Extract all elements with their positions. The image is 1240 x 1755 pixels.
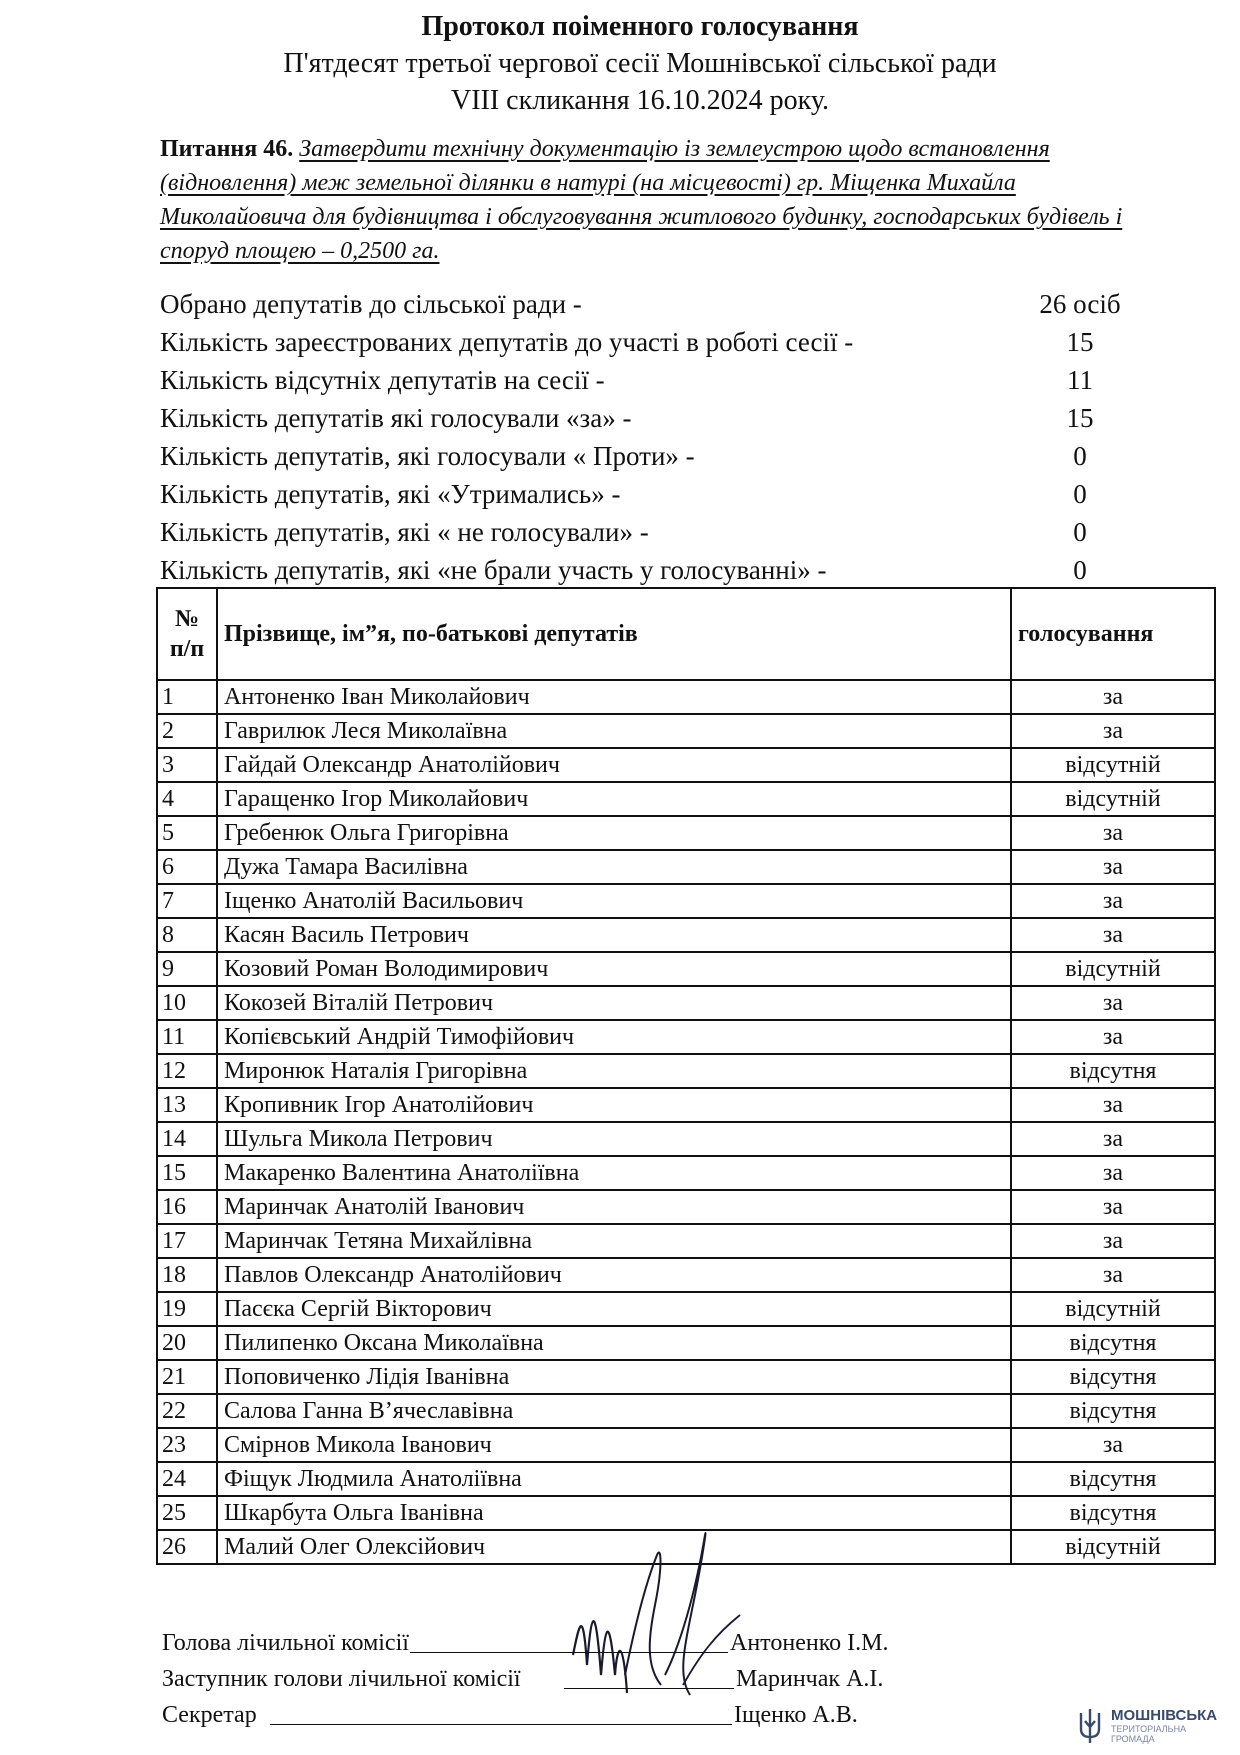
vote-result: за — [1011, 986, 1215, 1020]
deputy-name: Шкарбута Ольга Іванівна — [217, 1496, 1011, 1530]
row-number: 10 — [157, 986, 217, 1020]
table-row — [157, 850, 1215, 884]
row-number: 11 — [157, 1020, 217, 1054]
question-text: Затвердити технічну документацію із землеустрою щодо встановлення (відновлення) меж земельної ділянки в натурі (на місцевості) гр. Міщенка Михайла Миколайовича для будівництва і обслуговування житлового будинку, господарських будівель і споруд площею – 0,2500 га. — [160, 136, 1123, 264]
vote-result: за — [1011, 884, 1215, 918]
vote-result: за — [1011, 850, 1215, 884]
signature-line — [410, 1652, 728, 1653]
stat-label: Кількість зареєстрованих депутатів до участі в роботі сесії - — [160, 327, 854, 357]
table-row — [157, 986, 1215, 1020]
row-number: 13 — [157, 1088, 217, 1122]
table-row — [157, 782, 1215, 816]
table-row — [157, 680, 1215, 714]
table-row — [157, 1258, 1215, 1292]
stat-row — [160, 475, 1150, 513]
deputy-name: Гайдай Олександр Анатолійович — [217, 748, 1011, 782]
signature-name: Маринчак А.І. — [736, 1666, 884, 1692]
deputy-name: Іщенко Анатолій Васильович — [217, 884, 1011, 918]
deputy-name: Касян Василь Петрович — [217, 918, 1011, 952]
row-number: 4 — [157, 782, 217, 816]
stat-label: Кількість депутатів, які « не голосували» - — [160, 517, 649, 547]
deputy-name: Кокозей Віталій Петрович — [217, 986, 1011, 1020]
stat-row — [160, 513, 1150, 551]
row-number: 14 — [157, 1122, 217, 1156]
deputy-name: Гаращенко Ігор Миколайович — [217, 782, 1011, 816]
deputy-name: Павлов Олександр Анатолійович — [217, 1258, 1011, 1292]
signature-name: Антоненко І.М. — [730, 1630, 889, 1656]
row-number: 21 — [157, 1360, 217, 1394]
convocation-date: VIII скликання 16.10.2024 року. — [450, 85, 830, 116]
row-number: 25 — [157, 1496, 217, 1530]
stat-row — [160, 285, 1150, 323]
vote-result: відсутня — [1011, 1394, 1215, 1428]
deputy-name: Маринчак Тетяна Михайлівна — [217, 1224, 1011, 1258]
vote-result: відсутній — [1011, 1530, 1215, 1564]
stat-row — [160, 323, 1150, 361]
vote-result: відсутня — [1011, 1496, 1215, 1530]
row-number: 20 — [157, 1326, 217, 1360]
vote-result: відсутня — [1011, 1054, 1215, 1088]
signature-line — [564, 1688, 734, 1689]
column-header-name: Прізвище, ім”я, по-батькові депутатів — [217, 588, 1011, 680]
row-number: 16 — [157, 1190, 217, 1224]
signature-role: Голова лічильної комісії — [162, 1630, 409, 1656]
table-row — [157, 1020, 1215, 1054]
stat-value: 15 — [1066, 327, 1094, 357]
table-row — [157, 748, 1215, 782]
vote-result: відсутній — [1011, 782, 1215, 816]
vote-result: за — [1011, 714, 1215, 748]
table-row — [157, 884, 1215, 918]
vote-result: за — [1011, 1258, 1215, 1292]
row-number: 18 — [157, 1258, 217, 1292]
row-number: 26 — [157, 1530, 217, 1564]
stat-value: 0 — [1073, 479, 1087, 509]
deputy-name: Пилипенко Оксана Миколаївна — [217, 1326, 1011, 1360]
vote-result: відсутня — [1011, 1326, 1215, 1360]
stat-label: Кількість відсутніх депутатів на сесії - — [160, 365, 605, 395]
logo-title: МОШНІВСЬКА — [1111, 1707, 1218, 1724]
vote-result: за — [1011, 680, 1215, 714]
signature-row-chair — [162, 1625, 1062, 1661]
stat-value: 15 — [1066, 403, 1094, 433]
table-row — [157, 1394, 1215, 1428]
vote-result: за — [1011, 1428, 1215, 1462]
vote-result: за — [1011, 1224, 1215, 1258]
trident-emblem-icon — [1075, 1707, 1105, 1745]
signature-block — [162, 1625, 1062, 1733]
row-number: 17 — [157, 1224, 217, 1258]
table-row — [157, 1326, 1215, 1360]
stat-value: 0 — [1073, 517, 1087, 547]
stat-label: Кількість депутатів які голосували «за» - — [160, 403, 632, 433]
signature-row-deputy — [162, 1661, 1062, 1697]
table-row — [157, 714, 1215, 748]
stat-label: Кількість депутатів, які голосували « Проти» - — [160, 441, 695, 471]
community-logo — [1075, 1705, 1235, 1749]
stat-row — [160, 399, 1150, 437]
row-number: 7 — [157, 884, 217, 918]
vote-result: відсутня — [1011, 1360, 1215, 1394]
row-number: 8 — [157, 918, 217, 952]
deputy-name: Кропивник Ігор Анатолійович — [217, 1088, 1011, 1122]
stat-label: Кількість депутатів, які «не брали участь у голосуванні» - — [160, 555, 827, 585]
table-row — [157, 1088, 1215, 1122]
table-row — [157, 1190, 1215, 1224]
question-block — [160, 132, 1150, 268]
deputy-name: Копієвський Андрій Тимофійович — [217, 1020, 1011, 1054]
vote-result: за — [1011, 1088, 1215, 1122]
column-header-number: № п/п — [157, 588, 217, 680]
table-row — [157, 1156, 1215, 1190]
question-number: Питання 46. — [160, 136, 294, 162]
table-row — [157, 1054, 1215, 1088]
deputy-name: Козовий Роман Володимирович — [217, 952, 1011, 986]
stat-row — [160, 551, 1150, 589]
stat-value: 11 — [1067, 365, 1093, 395]
deputy-name: Гаврилюк Леся Миколаївна — [217, 714, 1011, 748]
deputy-name: Смірнов Микола Іванович — [217, 1428, 1011, 1462]
deputy-name: Пасєка Сергій Вікторович — [217, 1292, 1011, 1326]
table-row — [157, 1360, 1215, 1394]
stat-value: 0 — [1073, 441, 1087, 471]
stat-row — [160, 437, 1150, 475]
deputy-name: Поповиченко Лідія Іванівна — [217, 1360, 1011, 1394]
roll-call-table — [156, 587, 1216, 1565]
table-row — [157, 1462, 1215, 1496]
signature-row-secretary — [162, 1697, 1062, 1733]
deputy-name: Макаренко Валентина Анатоліївна — [217, 1156, 1011, 1190]
logo-subtitle: ТЕРИТОРІАЛЬНА ГРОМАДА — [1111, 1724, 1187, 1744]
deputy-name: Маринчак Анатолій Іванович — [217, 1190, 1011, 1224]
row-number: 23 — [157, 1428, 217, 1462]
signature-name: Іщенко А.В. — [734, 1702, 858, 1728]
vote-result: відсутня — [1011, 1462, 1215, 1496]
vote-result: за — [1011, 918, 1215, 952]
deputy-name: Малий Олег Олексійович — [217, 1530, 1011, 1564]
session-subtitle: П'ятдесят третьої чергової сесії Мошнівської сільської ради — [283, 48, 997, 79]
table-row — [157, 952, 1215, 986]
column-header-vote: голосування — [1011, 588, 1215, 680]
row-number: 24 — [157, 1462, 217, 1496]
row-number: 3 — [157, 748, 217, 782]
vote-result: за — [1011, 816, 1215, 850]
row-number: 15 — [157, 1156, 217, 1190]
row-number: 22 — [157, 1394, 217, 1428]
document-header — [150, 8, 1130, 119]
deputy-name: Антоненко Іван Миколайович — [217, 680, 1011, 714]
vote-result: за — [1011, 1122, 1215, 1156]
signature-role: Секретар — [162, 1702, 257, 1728]
vote-result: за — [1011, 1020, 1215, 1054]
table-row — [157, 1428, 1215, 1462]
deputy-name: Фіщук Людмила Анатоліївна — [217, 1462, 1011, 1496]
stat-value: 0 — [1073, 555, 1087, 585]
deputy-name: Салова Ганна В’ячеславівна — [217, 1394, 1011, 1428]
row-number: 1 — [157, 680, 217, 714]
table-row — [157, 918, 1215, 952]
deputy-name: Дужа Тамара Василівна — [217, 850, 1011, 884]
table-row — [157, 1292, 1215, 1326]
table-row — [157, 1122, 1215, 1156]
deputy-name: Миронюк Наталія Григорівна — [217, 1054, 1011, 1088]
table-header-row — [157, 588, 1215, 680]
table-row — [157, 1224, 1215, 1258]
stat-row — [160, 361, 1150, 399]
row-number: 2 — [157, 714, 217, 748]
table-row — [157, 816, 1215, 850]
table-body — [157, 680, 1215, 1564]
document-title: Протокол поіменного голосування — [421, 11, 859, 42]
vote-result: відсутній — [1011, 1292, 1215, 1326]
row-number: 6 — [157, 850, 217, 884]
row-number: 12 — [157, 1054, 217, 1088]
row-number: 9 — [157, 952, 217, 986]
stat-label: Кількість депутатів, які «Утримались» - — [160, 479, 621, 509]
deputy-name: Гребенюк Ольга Григорівна — [217, 816, 1011, 850]
stat-label: Обрано депутатів до сільської ради - — [160, 289, 582, 319]
signature-line — [270, 1724, 732, 1725]
vote-result: за — [1011, 1156, 1215, 1190]
row-number: 19 — [157, 1292, 217, 1326]
vote-result: відсутній — [1011, 748, 1215, 782]
vote-statistics — [160, 285, 1150, 589]
signature-role: Заступник голови лічильної комісії — [162, 1666, 521, 1692]
vote-result: відсутній — [1011, 952, 1215, 986]
deputy-name: Шульга Микола Петрович — [217, 1122, 1011, 1156]
stat-value: 26 осіб — [1039, 289, 1121, 319]
row-number: 5 — [157, 816, 217, 850]
vote-result: за — [1011, 1190, 1215, 1224]
